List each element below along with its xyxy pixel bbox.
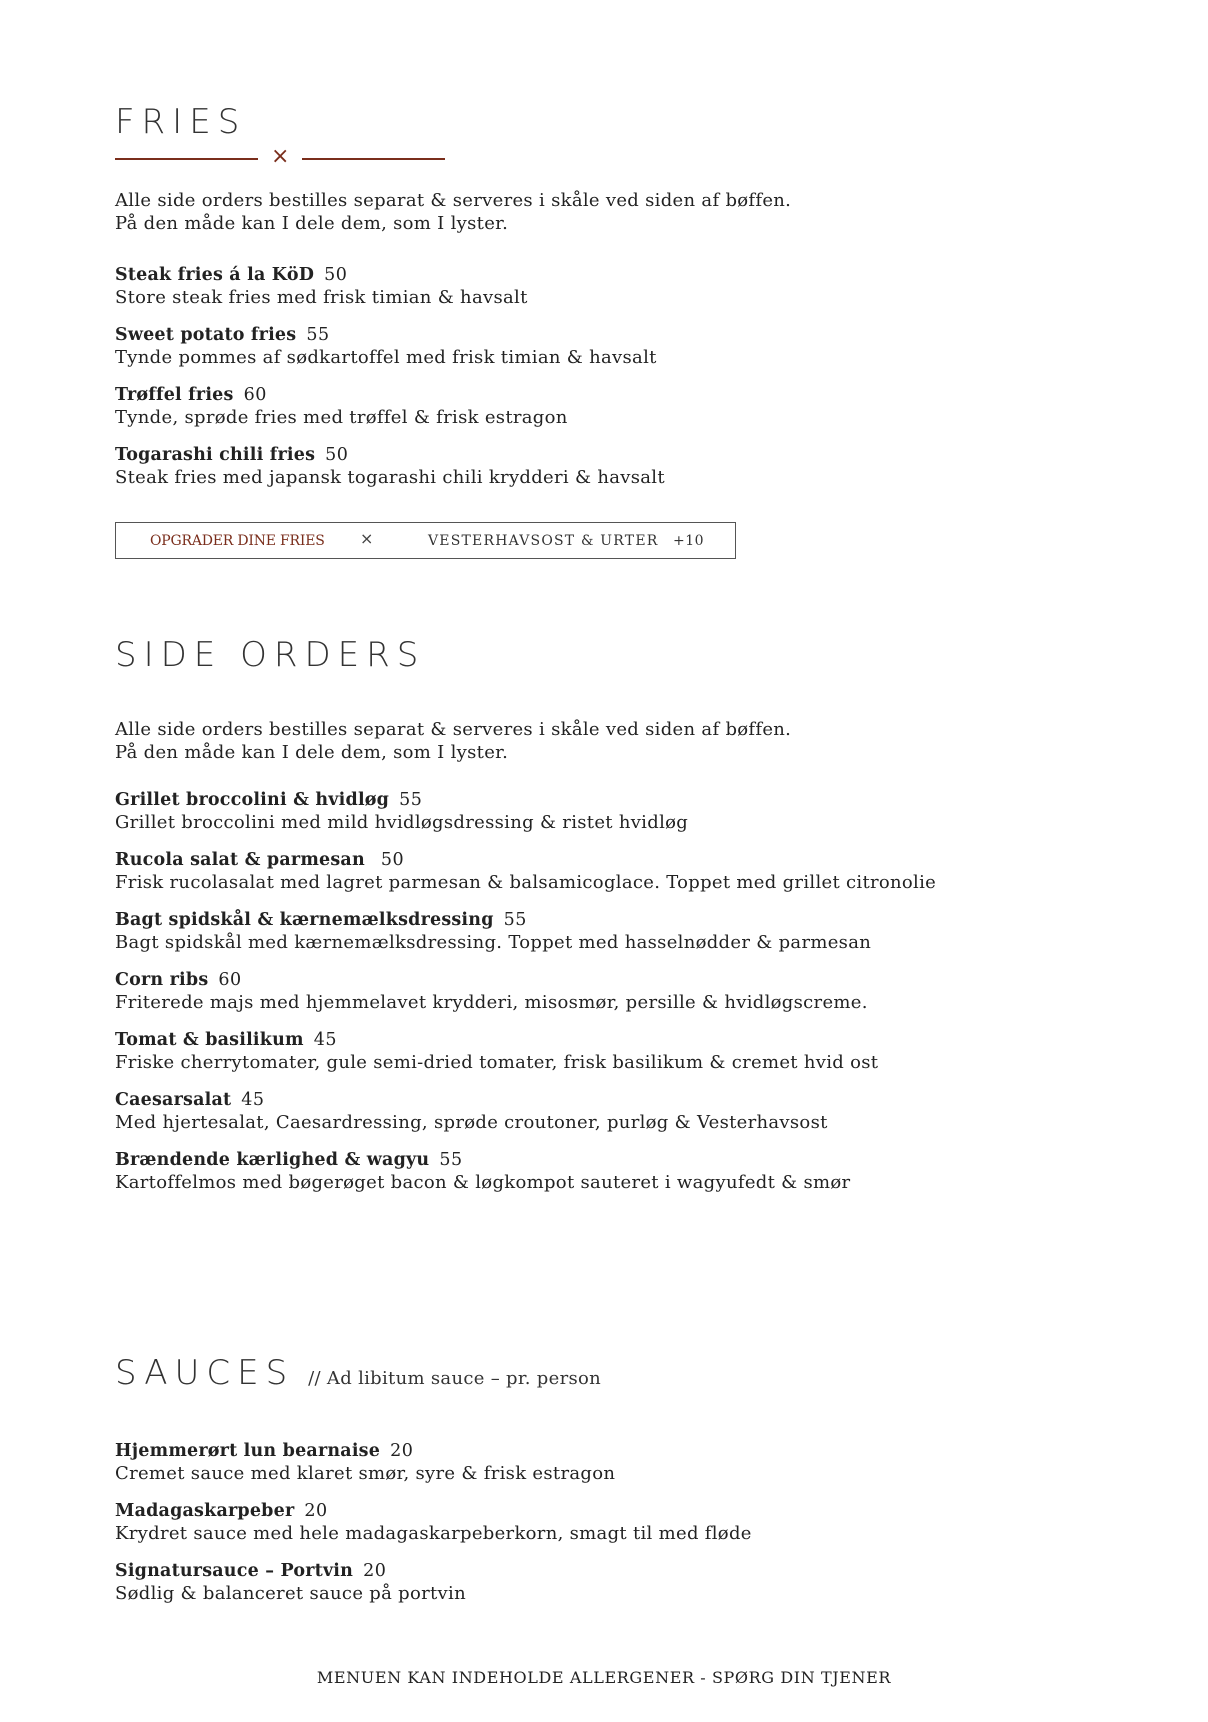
side-orders-intro-line-1: Alle side orders bestilles separat & serveres i skåle ved siden af bøffen. xyxy=(115,719,792,740)
fries-item xyxy=(115,324,657,369)
item-name: Hjemmerørt lun bearnaise xyxy=(115,1441,381,1461)
fries-intro-line-2: På den måde kan I dele dem, som I lyster. xyxy=(115,213,509,234)
fries-heading: FRIES xyxy=(115,102,247,142)
item-name: Sweet potato fries xyxy=(115,325,297,345)
fries-item xyxy=(115,264,528,309)
side-order-item xyxy=(115,1089,828,1134)
item-description: Tynde pommes af sødkartoffel med frisk timian & havsalt xyxy=(115,347,657,368)
side-orders-heading: SIDE ORDERS xyxy=(115,635,426,675)
item-name: Brændende kærlighed & wagyu xyxy=(115,1150,430,1170)
item-name: Tomat & basilikum xyxy=(115,1030,304,1050)
item-description: Steak fries med japansk togarashi chili krydderi & havsalt xyxy=(115,467,665,488)
upgrade-price: +10 xyxy=(673,533,705,549)
item-description: Sødlig & balanceret sauce på portvin xyxy=(115,1583,466,1604)
side-order-item xyxy=(115,909,871,954)
side-order-item xyxy=(115,1149,850,1194)
sauce-item xyxy=(115,1560,466,1605)
fries-intro xyxy=(115,189,791,235)
item-price: 55 xyxy=(503,910,527,930)
item-description: Cremet sauce med klaret smør, syre & frisk estragon xyxy=(115,1463,616,1484)
item-price: 60 xyxy=(243,385,267,405)
heading-divider xyxy=(115,144,445,169)
fries-upgrade-box xyxy=(115,522,736,559)
item-name: Trøffel fries xyxy=(115,385,234,405)
side-order-item xyxy=(115,1029,878,1074)
side-order-item xyxy=(115,849,936,894)
item-price: 55 xyxy=(439,1150,463,1170)
item-name: Rucola salat & parmesan xyxy=(115,850,365,870)
side-order-item xyxy=(115,969,868,1014)
item-name: Caesarsalat xyxy=(115,1090,232,1110)
upgrade-x-icon: × xyxy=(360,529,374,548)
fries-item xyxy=(115,444,665,489)
item-name: Grillet broccolini & hvidløg xyxy=(115,790,390,810)
item-description: Friske cherrytomater, gule semi-dried tomater, frisk basilikum & cremet hvid ost xyxy=(115,1052,879,1073)
item-name: Steak fries á la KöD xyxy=(115,265,315,285)
fries-item xyxy=(115,384,568,429)
divider-x-icon: × xyxy=(271,144,290,169)
item-name: Corn ribs xyxy=(115,970,209,990)
item-price: 20 xyxy=(363,1561,387,1581)
item-description: Bagt spidskål med kærnemælksdressing. Toppet med hasselnødder & parmesan xyxy=(115,932,872,953)
sauces-subheading: // Ad libitum sauce – pr. person xyxy=(308,1368,602,1389)
side-orders-intro-line-2: På den måde kan I dele dem, som I lyster. xyxy=(115,742,509,763)
sauce-item xyxy=(115,1500,752,1545)
side-orders-intro xyxy=(115,718,791,764)
divider-line-right xyxy=(302,158,445,160)
item-description: Kartoffelmos med bøgerøget bacon & løgkompot sauteret i wagyufedt & smør xyxy=(115,1172,851,1193)
sauce-item xyxy=(115,1440,615,1485)
side-order-item xyxy=(115,789,688,834)
item-name: Togarashi chili fries xyxy=(115,445,316,465)
item-name: Madagaskarpeber xyxy=(115,1501,295,1521)
upgrade-option: VESTERHAVSOST & URTER xyxy=(428,533,659,549)
item-price: 55 xyxy=(306,325,330,345)
item-name: Signatursauce – Portvin xyxy=(115,1561,354,1581)
item-price: 45 xyxy=(313,1030,338,1050)
item-price: 50 xyxy=(380,850,405,870)
item-price: 55 xyxy=(399,790,423,810)
item-price: 20 xyxy=(390,1441,414,1461)
divider-line-left xyxy=(115,158,258,160)
item-description: Store steak fries med frisk timian & havsalt xyxy=(115,287,528,308)
fries-intro-line-1: Alle side orders bestilles separat & serveres i skåle ved siden af bøffen. xyxy=(115,190,792,211)
allergen-footer: MENUEN KAN INDEHOLDE ALLERGENER - SPØRG DIN TJENER xyxy=(316,1668,892,1687)
item-description: Tynde, sprøde fries med trøffel & frisk estragon xyxy=(115,407,568,428)
item-description: Friterede majs med hjemmelavet krydderi, misosmør, persille & hvidløgscreme. xyxy=(115,992,868,1013)
item-name: Bagt spidskål & kærnemælksdressing xyxy=(115,910,494,930)
item-description: Krydret sauce med hele madagaskarpeberkorn, smagt til med fløde xyxy=(115,1523,752,1544)
item-description: Grillet broccolini med mild hvidløgsdressing & ristet hvidløg xyxy=(115,812,689,833)
upgrade-label: OPGRADER DINE FRIES xyxy=(150,533,325,549)
item-description: Med hjertesalat, Caesardressing, sprøde croutoner, purløg & Vesterhavsost xyxy=(115,1112,828,1133)
item-description: Frisk rucolasalat med lagret parmesan & balsamicoglace. Toppet med grillet citronolie xyxy=(115,872,937,893)
item-price: 60 xyxy=(218,970,242,990)
sauces-heading: SAUCES xyxy=(115,1353,295,1393)
item-price: 20 xyxy=(304,1501,328,1521)
sauces-heading-row xyxy=(115,1353,601,1399)
item-price: 45 xyxy=(241,1090,265,1110)
item-price: 50 xyxy=(325,445,349,465)
item-price: 50 xyxy=(324,265,348,285)
